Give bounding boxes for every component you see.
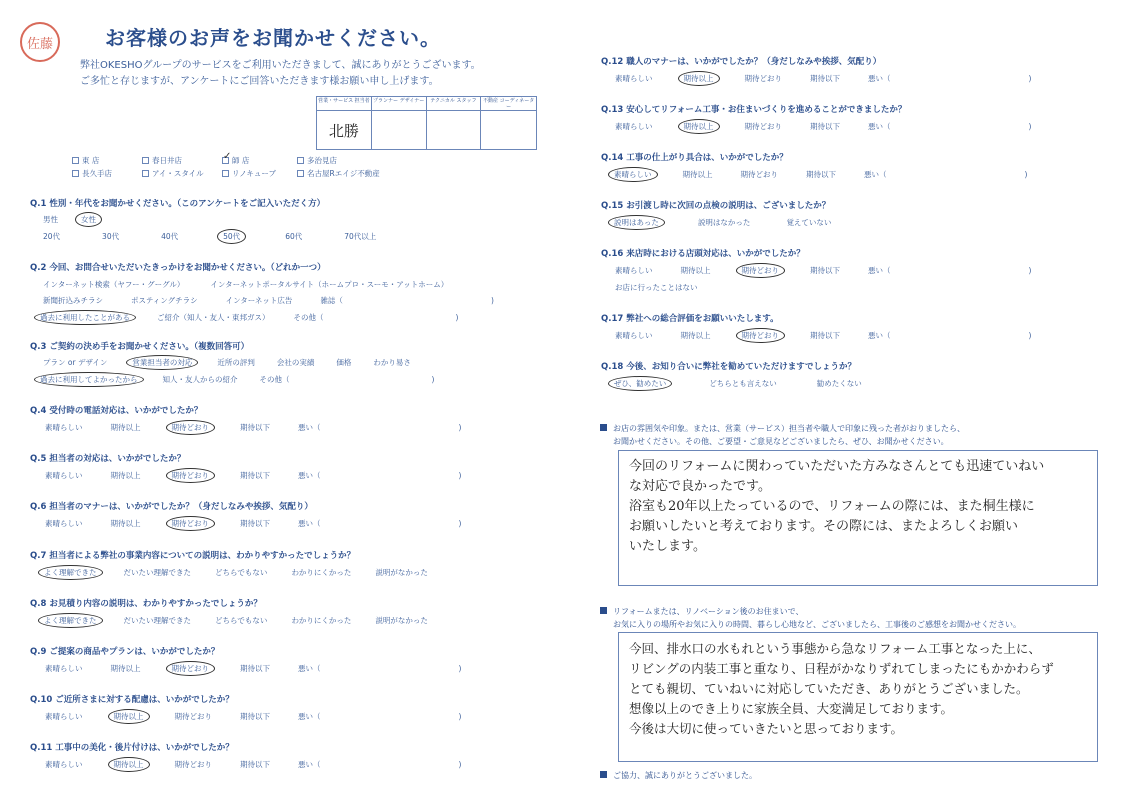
question-8: Q.8 お見積り内容の説明は、わかりやすかったでしょうか？ xyxy=(30,599,262,609)
rating-option[interactable]: 期待以上 xyxy=(110,664,141,673)
rating-option[interactable]: 悪い（ xyxy=(864,170,887,179)
option-selected[interactable]: よく理解できた xyxy=(38,565,103,580)
q16-extra-option xyxy=(612,282,701,293)
rating-option-selected[interactable]: 期待以上 xyxy=(678,119,720,134)
rating-option[interactable]: 期待どおり xyxy=(174,760,212,769)
q2-options-row2 xyxy=(40,295,497,306)
staff-head: プランナー デザイナー xyxy=(372,97,426,111)
bullet-square-icon xyxy=(600,771,607,778)
rating-option[interactable]: 素晴らしい xyxy=(45,760,83,769)
stamp: 佐藤 xyxy=(20,22,60,62)
rating-option-selected[interactable]: 期待以上 xyxy=(108,709,150,724)
rating-option-selected[interactable]: 期待どおり xyxy=(736,263,786,278)
q7-options xyxy=(38,567,431,578)
intro-text xyxy=(80,58,481,90)
checkbox-icon xyxy=(142,157,149,164)
option[interactable]: わかりにくかった xyxy=(291,616,352,625)
rating-option[interactable]: 素晴らしい xyxy=(615,266,653,275)
option[interactable]: プラン or デザイン xyxy=(43,358,108,367)
option[interactable]: 説明はなかった xyxy=(697,218,751,227)
q9-rating-options xyxy=(42,663,464,674)
question-16: Q.16 来店時における店頭対応は、いかがでしたか？ xyxy=(601,249,805,259)
store-checkbox[interactable] xyxy=(222,155,297,166)
option-selected[interactable]: 女性 xyxy=(75,212,102,227)
comment-heading-1 xyxy=(600,422,965,448)
rating-option[interactable]: 悪い（ xyxy=(298,712,321,721)
question-1: Q.1 性別・年代をお聞かせください。（このアンケートをご記入いただく方） xyxy=(30,199,326,209)
option[interactable]: 説明がなかった xyxy=(375,568,428,577)
handwritten-line: 今回、排水口の水もれという事態から急なリフォーム工事となった上に、 xyxy=(629,641,1041,656)
rating-option[interactable]: 期待どおり xyxy=(740,170,778,179)
rating-option[interactable]: 素晴らしい xyxy=(615,74,653,83)
store-label: 名古屋Rエイジ不動産 xyxy=(307,169,380,178)
rating-option[interactable]: 素晴らしい xyxy=(45,712,83,721)
option-selected[interactable]: 過去に利用したことがある xyxy=(34,310,136,325)
option[interactable]: どちらとも言えない xyxy=(709,379,777,388)
handwritten-line: 今回のリフォームに関わっていただいた方みなさんとても迅速ていねい xyxy=(629,459,1045,474)
comment-heading-2 xyxy=(600,605,1021,631)
checkbox-icon xyxy=(297,170,304,177)
staff-value[interactable] xyxy=(427,111,481,149)
closing-message xyxy=(600,770,757,781)
rating-option[interactable]: 悪い（ xyxy=(298,760,321,769)
store-checkbox[interactable] xyxy=(72,155,142,166)
staff-value[interactable] xyxy=(372,111,426,149)
rating-option[interactable]: 期待以下 xyxy=(810,331,840,340)
store-checkbox[interactable] xyxy=(297,168,417,179)
option[interactable]: 雑誌（ xyxy=(320,296,343,305)
question-17: Q.17 弊社への総合評価をお願いいたします。 xyxy=(601,314,779,324)
question-12: Q.12 職人のマナーは、いかがでしたか？（身だしなみや挨拶、気配り） xyxy=(601,57,882,67)
question-15: Q.15 お引渡し時に次回の点検の説明は、ございましたか？ xyxy=(601,201,831,211)
handwritten-line: リビングの内装工事と重なり、日程がかなりずれてしまったにもかかわらず xyxy=(629,661,1054,676)
handwritten-line: お願いしたいと考えております。その際には、またよろしくお願い xyxy=(629,519,1018,534)
paren-close: ) xyxy=(458,423,462,432)
option[interactable]: その他（ xyxy=(259,375,290,384)
paren-close: ) xyxy=(1024,170,1028,179)
q4-rating-options xyxy=(42,422,464,433)
bullet-square-icon xyxy=(600,424,607,431)
option[interactable]: インターネットポータルサイト（ホームプロ・スーモ・アットホーム） xyxy=(210,280,449,289)
option[interactable]: どちらでもない xyxy=(215,616,268,625)
paren-close: ) xyxy=(458,471,462,480)
rating-option[interactable]: 素晴らしい xyxy=(615,122,653,131)
rating-option[interactable]: 期待以上 xyxy=(680,266,711,275)
q5-rating-options xyxy=(42,470,464,481)
paren-close: ) xyxy=(458,519,462,528)
store-checkbox[interactable] xyxy=(142,168,222,179)
rating-option[interactable]: 期待どおり xyxy=(744,122,782,131)
staff-value[interactable]: 北勝 xyxy=(328,121,359,140)
heading-line: お気に入りの場所やお気に入りの時間、暮らし心地など、ございましたら、工事後のご感想をお聞かせください。 xyxy=(613,620,1021,629)
option-selected[interactable]: ぜひ、勧めたい xyxy=(608,376,672,391)
staff-cell xyxy=(427,97,482,149)
survey-title: お客様のお声をお聞かせください。 xyxy=(105,26,441,50)
rating-option-selected[interactable]: 期待以上 xyxy=(108,757,150,772)
rating-option[interactable]: 期待以下 xyxy=(810,266,840,275)
option[interactable]: その他（ xyxy=(293,313,324,322)
closing-text: ご協力、誠にありがとうございました。 xyxy=(613,771,757,780)
handwritten-line: とても親切、ていねいに対応していただき、ありがとうございました。 xyxy=(629,681,1029,696)
rating-option-selected[interactable]: 期待どおり xyxy=(166,661,216,676)
option[interactable]: 近所の評判 xyxy=(217,358,255,367)
rating-option[interactable]: 悪い（ xyxy=(298,664,321,673)
rating-option[interactable]: 期待以下 xyxy=(240,664,270,673)
checkbox-icon xyxy=(72,157,79,164)
option[interactable]: 覚えていない xyxy=(786,218,832,227)
store-label: アイ・スタイル xyxy=(152,169,204,178)
staff-head: テクニカル スタッフ xyxy=(427,97,481,111)
option[interactable]: インターネット検索（ヤフー・グーグル） xyxy=(43,280,185,289)
rating-option[interactable]: 悪い（ xyxy=(298,423,321,432)
store-label: 春日井店 xyxy=(152,156,182,165)
staff-table xyxy=(316,96,537,150)
option-selected[interactable]: よく理解できた xyxy=(38,613,103,628)
store-label: 多治見店 xyxy=(307,156,337,165)
checkbox-icon xyxy=(297,157,304,164)
store-label: 長久手店 xyxy=(82,169,112,178)
rating-option[interactable]: 素晴らしい xyxy=(45,471,83,480)
handwritten-line: 今後は大切に使っていきたいと思っております。 xyxy=(629,721,904,736)
option[interactable]: 知人・友人からの紹介 xyxy=(162,375,238,384)
checkbox-icon xyxy=(222,170,229,177)
option[interactable]: お店に行ったことはない xyxy=(615,283,698,292)
option[interactable]: 30代 xyxy=(102,232,120,241)
option[interactable]: 70代以上 xyxy=(344,232,377,241)
rating-option-selected[interactable]: 期待どおり xyxy=(736,328,786,343)
q18-options xyxy=(608,378,865,389)
option[interactable]: インターネット広告 xyxy=(225,296,293,305)
option-selected[interactable]: 説明はあった xyxy=(608,215,665,230)
store-checklist xyxy=(72,155,452,179)
checkbox-checked-icon xyxy=(222,157,229,164)
q14-rating-options xyxy=(608,169,1030,180)
paren-close: ) xyxy=(1028,122,1032,131)
rating-option[interactable]: 期待以上 xyxy=(110,519,141,528)
handwritten-line: な対応で良かったです。 xyxy=(629,479,771,494)
rating-option[interactable]: 期待以上 xyxy=(110,423,141,432)
option-selected[interactable]: 営業担当者の対応 xyxy=(126,355,198,370)
question-2: Q.2 今回、お問合せいただいたきっかけをお聞かせください。（どれか一つ） xyxy=(30,263,326,273)
store-checkbox[interactable] xyxy=(297,155,417,166)
q16-rating-options xyxy=(612,265,1034,276)
option[interactable]: だいたい理解できた xyxy=(123,616,191,625)
question-6: Q.6 担当者のマナーは、いかがでしたか？（身だしなみや挨拶、気配り） xyxy=(30,502,313,512)
heading-line: リフォームまたは、リノベーション後のお住まいで、 xyxy=(613,607,804,616)
rating-option[interactable]: 期待以下 xyxy=(240,423,270,432)
option[interactable]: だいたい理解できた xyxy=(123,568,191,577)
q11-rating-options xyxy=(42,759,464,770)
rating-option[interactable]: 悪い（ xyxy=(298,519,321,528)
option[interactable]: わかり易さ xyxy=(373,358,411,367)
rating-option[interactable]: 悪い（ xyxy=(868,266,891,275)
store-label: 師 店 xyxy=(232,156,250,165)
rating-option[interactable]: 期待どおり xyxy=(744,74,782,83)
intro-line: ご多忙と存じますが、アンケートにご回答いただきます様お願い申し上げます。 xyxy=(80,76,439,87)
q10-rating-options xyxy=(42,711,464,722)
staff-cell xyxy=(481,97,536,149)
rating-option[interactable]: 期待以上 xyxy=(680,331,711,340)
rating-option[interactable]: 期待以下 xyxy=(240,712,270,721)
heading-line: お聞かせください。その他、ご要望・ご意見などございましたら、ぜひ、お聞かせください。 xyxy=(613,437,949,446)
option[interactable]: ポスティングチラシ xyxy=(131,296,198,305)
intro-line: 弊社OKESHOグループのサービスをご利用いただきまして、誠にありがとうございます。 xyxy=(80,60,481,71)
rating-option[interactable]: 期待以上 xyxy=(682,170,713,179)
question-18: Q.18 今後、お知り合いに弊社を勧めていただけますでしょうか？ xyxy=(601,362,857,372)
option[interactable]: 説明がなかった xyxy=(375,616,428,625)
q1-gender-options xyxy=(40,214,102,225)
rating-option[interactable]: 素晴らしい xyxy=(45,423,83,432)
q13-rating-options xyxy=(612,121,1034,132)
rating-option[interactable]: 期待以上 xyxy=(110,471,141,480)
heading-line: お店の雰囲気や印象。または、営業（サービス）担当者や職人で印象に残った者がおりましたら、 xyxy=(613,424,965,433)
rating-option[interactable]: 期待以下 xyxy=(240,760,270,769)
q15-options xyxy=(608,217,834,228)
rating-option[interactable]: 素晴らしい xyxy=(45,664,83,673)
option[interactable]: 会社の実績 xyxy=(276,358,315,367)
option-selected[interactable]: 50代 xyxy=(217,229,246,244)
handwritten-line: いたします。 xyxy=(629,539,706,554)
rating-option[interactable]: 素晴らしい xyxy=(615,331,653,340)
rating-option[interactable]: 期待以下 xyxy=(810,74,840,83)
checkbox-icon xyxy=(142,170,149,177)
option[interactable]: わかりにくかった xyxy=(291,568,352,577)
rating-option[interactable]: 期待どおり xyxy=(174,712,212,721)
staff-head: 営業・サービス 担当者 xyxy=(317,97,371,111)
rating-option[interactable]: 悪い（ xyxy=(868,122,891,131)
rating-option-selected[interactable]: 期待以上 xyxy=(678,71,720,86)
option[interactable]: 価格 xyxy=(336,358,352,367)
handwritten-line: 想像以上のでき上りに家族全員、大変満足しております。 xyxy=(629,701,954,716)
q3-options-row1 xyxy=(40,357,414,368)
rating-option-selected[interactable]: 期待どおり xyxy=(166,516,216,531)
rating-option[interactable]: 悪い（ xyxy=(298,471,321,480)
paren-close: ) xyxy=(455,313,459,322)
question-9: Q.9 ご提案の商品やプランは、いかがでしたか？ xyxy=(30,647,220,657)
handwritten-line: 浴室も20年以上たっているので、リフォームの際には、また桐生様に xyxy=(629,499,1035,514)
rating-option[interactable]: 期待以下 xyxy=(240,471,270,480)
question-13: Q.13 安心してリフォーム工事・お住まいづくりを進めることができましたか？ xyxy=(601,105,907,115)
q3-options-row2 xyxy=(34,374,437,385)
rating-option[interactable]: 悪い（ xyxy=(868,331,891,340)
paren-close: ) xyxy=(431,375,435,384)
checkbox-icon xyxy=(72,170,79,177)
store-checkbox[interactable] xyxy=(72,168,142,179)
staff-cell xyxy=(372,97,427,149)
store-checkbox[interactable] xyxy=(222,168,297,179)
store-checkbox[interactable] xyxy=(142,155,222,166)
comment-answer-2[interactable] xyxy=(618,632,1098,762)
staff-value[interactable] xyxy=(481,111,536,149)
option[interactable]: どちらでもない xyxy=(215,568,268,577)
paren-close: ) xyxy=(1028,74,1032,83)
q2-options-row3 xyxy=(34,312,461,323)
rating-option-selected[interactable]: 素晴らしい xyxy=(608,167,658,182)
rating-option-selected[interactable]: 期待どおり xyxy=(166,420,216,435)
q6-rating-options xyxy=(42,518,464,529)
q1-age-options xyxy=(40,231,379,242)
question-11: Q.11 工事中の美化・後片付けは、いかがでしたか？ xyxy=(30,743,234,753)
option[interactable]: ご紹介（知人・友人・東邦ガス） xyxy=(157,313,270,322)
q17-rating-options xyxy=(612,330,1034,341)
store-label: 東 店 xyxy=(82,156,100,165)
option[interactable]: 20代 xyxy=(43,232,61,241)
rating-option[interactable]: 期待以下 xyxy=(240,519,270,528)
rating-option[interactable]: 素晴らしい xyxy=(45,519,83,528)
question-3: Q.3 ご契約の決め手をお聞かせください。（複数回答可） xyxy=(30,342,250,352)
paren-close: ) xyxy=(1028,331,1032,340)
rating-option[interactable]: 悪い（ xyxy=(868,74,891,83)
q2-options-row1 xyxy=(40,279,451,290)
q8-options xyxy=(38,615,431,626)
option-selected[interactable]: 過去に利用してよかったから xyxy=(34,372,144,387)
paren-close: ) xyxy=(458,664,462,673)
question-5: Q.5 担当者の対応は、いかがでしたか？ xyxy=(30,454,186,464)
rating-option-selected[interactable]: 期待どおり xyxy=(166,468,216,483)
staff-head: 不動産 コーディネーター xyxy=(483,98,535,110)
paren-close: ) xyxy=(490,296,494,305)
option[interactable]: 40代 xyxy=(161,232,179,241)
rating-option[interactable]: 期待以下 xyxy=(806,170,836,179)
option[interactable]: 新聞折込みチラシ xyxy=(43,296,103,305)
paren-close: ) xyxy=(1028,266,1032,275)
comment-answer-1[interactable] xyxy=(618,450,1098,586)
option[interactable]: 男性 xyxy=(43,215,58,224)
staff-cell xyxy=(317,97,372,149)
rating-option[interactable]: 期待以下 xyxy=(810,122,840,131)
store-label: リノキューブ xyxy=(232,169,277,178)
question-10: Q.10 ご近所さまに対する配慮は、いかがでしたか？ xyxy=(30,695,234,705)
option[interactable]: 60代 xyxy=(285,232,303,241)
question-7: Q.7 担当者による弊社の事業内容についての説明は、わかりやすかったでしょうか？ xyxy=(30,551,356,561)
q12-rating-options xyxy=(612,73,1034,84)
paren-close: ) xyxy=(458,712,462,721)
bullet-square-icon xyxy=(600,607,607,614)
option[interactable]: 勧めたくない xyxy=(816,379,862,388)
question-14: Q.14 工事の仕上がり具合は、いかがでしたか？ xyxy=(601,153,788,163)
question-4: Q.4 受付時の電話対応は、いかがでしたか？ xyxy=(30,406,203,416)
paren-close: ) xyxy=(458,760,462,769)
